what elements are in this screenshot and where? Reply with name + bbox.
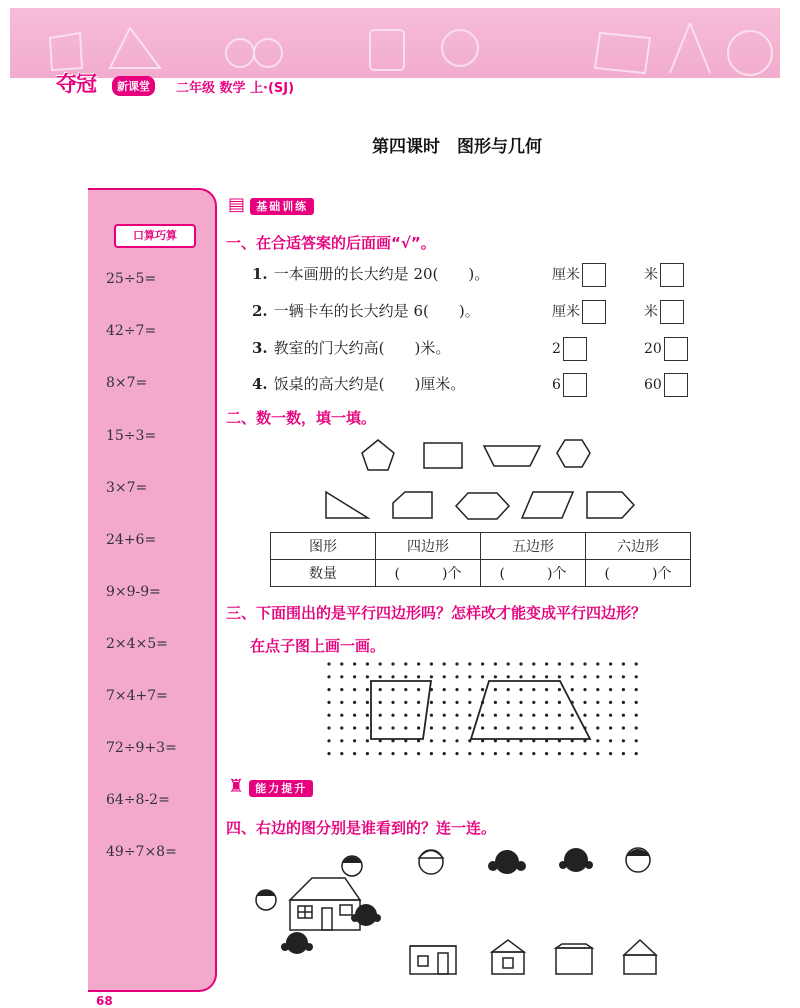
section-tag: 基础训练	[250, 198, 314, 215]
book-icon: ▤	[228, 194, 246, 215]
mental-math-item: 72÷9+3=	[106, 740, 177, 756]
podium-icon: ♜	[228, 776, 245, 797]
q1-row-text: 饭桌的高大约是( )厘米。	[273, 375, 466, 393]
count-answer-cell[interactable]: ( )个	[586, 560, 691, 587]
mental-math-item: 64÷8-2=	[106, 792, 170, 808]
mental-math-item: 15÷3=	[106, 428, 157, 444]
option-label: 6	[552, 377, 561, 393]
mental-math-item: 8×7=	[106, 375, 148, 391]
option-label: 米	[644, 267, 658, 283]
option-label: 米	[644, 304, 658, 320]
option-label: 60	[644, 377, 662, 393]
option-label: 20	[644, 341, 662, 357]
count-answer-cell[interactable]: ( )个	[481, 560, 586, 587]
house-illustration	[290, 878, 360, 930]
table-header-cell: 四边形	[376, 533, 481, 560]
option-label: 厘米	[552, 304, 580, 320]
logo-badge: 新课堂	[112, 76, 155, 96]
viewer-boy-cap-icon	[419, 850, 443, 874]
count-answer-cell[interactable]: ( )个	[376, 560, 481, 587]
q3-heading: 三、下面围出的是平行四边形吗？怎样改才能变成平行四边形？	[226, 604, 647, 622]
mental-math-item: 25÷5=	[106, 271, 157, 287]
child-girl-back-icon	[351, 904, 381, 926]
table-row-label: 数量	[271, 560, 376, 587]
q1-row-number: 2.	[252, 302, 268, 320]
q3-subheading: 在点子图上画一画。	[250, 637, 386, 655]
mental-math-item: 49÷7×8=	[106, 844, 177, 860]
house-view-back-icon	[556, 944, 592, 974]
q1-heading: 一、在合适答案的后面画“√”。	[226, 234, 436, 252]
page-number: 68	[96, 994, 113, 1008]
child-boy-icon	[342, 856, 362, 876]
q1-row-number: 1.	[252, 265, 268, 283]
house-view-front-icon	[410, 946, 456, 974]
child-boy-cap-icon	[256, 890, 276, 910]
table-header-cell: 六边形	[586, 533, 691, 560]
table-header-cell: 五边形	[481, 533, 586, 560]
logo: 夺冠	[56, 71, 96, 96]
q2-heading: 二、数一数，填一填。	[226, 409, 377, 427]
viewer-boy-icon	[626, 848, 650, 872]
q1-row-text: 一本画册的长大约是 20( )。	[273, 265, 490, 283]
q1-row-text: 教室的门大约高( )米。	[273, 339, 451, 357]
q1-row-number: 3.	[252, 339, 268, 357]
house-view-side-icon	[492, 940, 524, 974]
q1-row-text: 一辆卡车的长大约是 6( )。	[273, 302, 480, 320]
option-label: 厘米	[552, 267, 580, 283]
mental-math-item: 2×4×5=	[106, 636, 168, 652]
mental-math-item: 9×9-9=	[106, 584, 161, 600]
q1-row-number: 4.	[252, 375, 268, 393]
mental-math-item: 42÷7=	[106, 323, 157, 339]
header-title: 二年级 数学 上·(SJ)	[176, 81, 295, 96]
viewer-girl-back-icon	[559, 848, 593, 872]
child-girl-icon	[281, 932, 313, 954]
mental-math-item: 7×4+7=	[106, 688, 168, 704]
lesson-title: 第四课时 图形与几何	[372, 137, 542, 157]
house-view-other-side-icon	[624, 940, 656, 974]
mental-math-item: 24+6=	[106, 532, 157, 548]
mental-math-item: 3×7=	[106, 480, 148, 496]
table-header-cell: 图形	[271, 533, 376, 560]
option-label: 2	[552, 341, 561, 357]
sidebar-tag: 口算巧算	[114, 224, 196, 248]
q4-heading: 四、右边的图分别是谁看到的？连一连。	[226, 819, 497, 837]
section-tag: 能力提升	[249, 780, 313, 797]
viewer-girl-icon	[488, 850, 526, 874]
